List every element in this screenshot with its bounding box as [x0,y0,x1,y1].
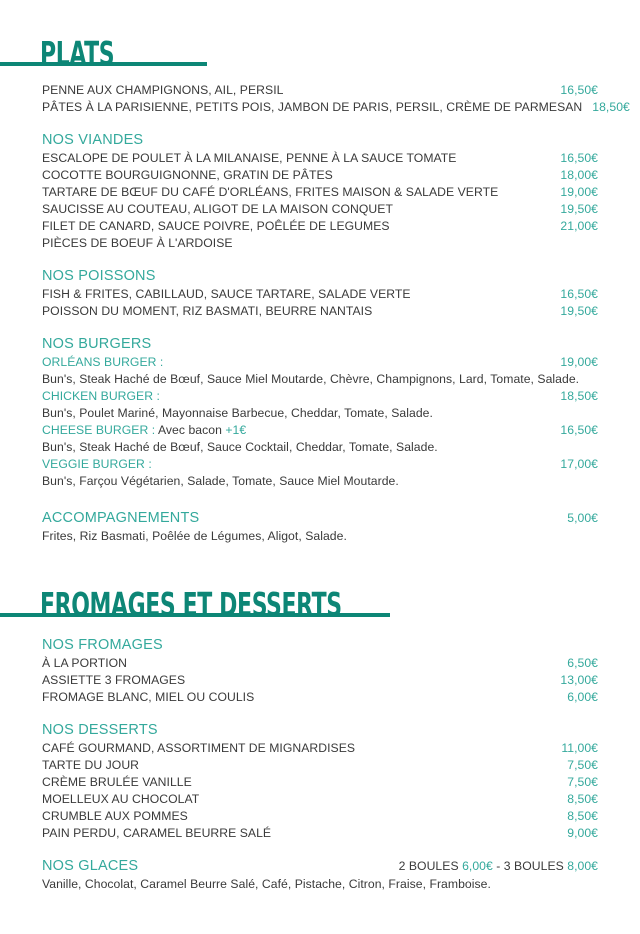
item-name: À LA PORTION [42,656,128,670]
menu-item-row [42,689,598,706]
sides-desc-wrap [0,528,640,545]
glaces-label-2-boules: 2 BOULES [398,859,459,873]
group-item-list [0,740,640,842]
group-title: NOS GLACES [42,858,139,874]
burger-description: Bun's, Steak Haché de Bœuf, Sauce Miel Moutarde, Chèvre, Champignons, Lard, Tomate, Salade. [42,372,580,386]
item-price: 16,50€ [560,287,598,301]
item-price: 7,50€ [567,775,598,789]
section-banner-plats [0,26,640,72]
group-nos-glaces [0,858,640,893]
item-name: FISH & FRITES, CABILLAUD, SAUCE TARTARE, SALADE VERTE [42,287,411,301]
item-price: 19,50€ [560,202,598,216]
menu-item-row [42,235,598,252]
menu-item-row [42,303,598,320]
item-price: 18,00€ [560,168,598,182]
menu-item-row [42,791,598,808]
item-name: TARTE DU JOUR [42,758,140,772]
burger-price: 16,50€ [560,423,598,437]
item-price: 8,50€ [567,809,598,823]
item-name: COCOTTE BOURGUIGNONNE, GRATIN DE PÂTES [42,168,333,182]
sides-header [0,510,640,528]
burger-title-row [42,456,598,473]
burger-description: Bun's, Farçou Végétarien, Salade, Tomate, Sauce Miel Moutarde. [42,474,399,488]
menu-page [0,26,640,934]
item-name: TARTARE DE BŒUF DU CAFÉ D'ORLÉANS, FRITES MAISON & SALADE VERTE [42,185,499,199]
menu-item-row [42,757,598,774]
menu-item-row [42,184,598,201]
item-name: SAUCISSE AU COUTEAU, ALIGOT DE LA MAISON CONQUET [42,202,393,216]
glaces-label-3-boules: 3 BOULES [503,859,564,873]
glaces-header [0,858,640,876]
burger-name: CHICKEN BURGER : [42,389,160,403]
burger-description: Bun's, Steak Haché de Bœuf, Sauce Cocktail, Cheddar, Tomate, Salade. [42,440,438,454]
group-item-list [0,286,640,320]
burger-title-row [42,388,598,405]
item-price: 19,00€ [560,185,598,199]
menu-item-row [42,825,598,842]
menu-item-row [42,99,630,116]
menu-item-row [42,774,598,791]
group-nos-burgers [0,336,640,490]
menu-item-row [42,201,598,218]
menu-item-row [42,672,598,689]
item-name: PÂTES À LA PARISIENNE, PETITS POIS, JAMBON DE PARIS, PERSIL, CRÈME DE PARMESAN [42,100,583,114]
glaces-price-block [399,859,598,873]
item-price: 8,50€ [567,792,598,806]
burger-name: VEGGIE BURGER : [42,457,152,471]
item-name: CRÈME BRULÉE VANILLE [42,775,192,789]
item-name: PAIN PERDU, CARAMEL BEURRE SALÉ [42,826,272,840]
menu-item-row [42,218,598,235]
burger-list [0,354,640,490]
menu-item-row [42,740,598,757]
burger-name: CHEESE BURGER : [42,423,156,437]
menu-item-row [42,655,598,672]
menu-item-row [42,167,598,184]
menu-item-row [42,82,598,99]
group-title: NOS VIANDES [42,132,144,148]
item-name: MOELLEUX AU CHOCOLAT [42,792,200,806]
item-price: 11,00€ [561,741,598,755]
group-title: NOS BURGERS [42,336,152,352]
plats-intro-list [0,82,640,116]
item-name: PENNE AUX CHAMPIGNONS, AIL, PERSIL [42,83,284,97]
group-nos-fromages [0,637,640,706]
glaces-price-separator: - [496,859,501,873]
group-title: NOS POISSONS [42,268,156,284]
group-item-list [0,655,640,706]
item-name: ESCALOPE DE POULET À LA MILANAISE, PENNE À LA SAUCE TOMATE [42,151,457,165]
sides-price: 5,00€ [567,511,598,525]
item-price: 16,50€ [560,151,598,165]
glaces-description: Vanille, Chocolat, Caramel Beurre Salé, Café, Pistache, Citron, Fraise, Framboise. [42,877,491,891]
item-name: CAFÉ GOURMAND, ASSORTIMENT DE MIGNARDISES [42,741,356,755]
item-name: CRUMBLE AUX POMMES [42,809,188,823]
item-name: POISSON DU MOMENT, RIZ BASMATI, BEURRE NANTAIS [42,304,373,318]
group-accompagnements [0,510,640,545]
menu-item-row [42,150,598,167]
burger-name: ORLÉANS BURGER : [42,355,164,369]
burger-option-price: +1€ [225,423,247,437]
group-item-list [0,150,640,252]
burger-title-row [42,354,598,371]
sides-description: Frites, Riz Basmati, Poêlée de Légumes, Aligot, Salade. [42,529,347,543]
group-nos-poissons [0,268,640,320]
burger-price: 17,00€ [560,457,598,471]
banner-title-plats: PLATS [40,34,115,73]
group-nos-viandes [0,132,640,252]
item-name: FILET DE CANARD, SAUCE POIVRE, POÊLÉE DE LEGUMES [42,219,390,233]
group-title: NOS FROMAGES [42,637,163,653]
item-price: 6,50€ [567,656,598,670]
item-price: 19,50€ [560,304,598,318]
group-title: ACCOMPAGNEMENTS [42,510,200,526]
item-price: 9,00€ [567,826,598,840]
section-banner-fromages-desserts [0,577,640,623]
item-name: PIÈCES DE BOEUF À L'ARDOISE [42,236,233,250]
item-price: 21,00€ [560,219,598,233]
group-title: NOS DESSERTS [42,722,158,738]
burger-description: Bun's, Poulet Mariné, Mayonnaise Barbecue, Cheddar, Tomate, Salade. [42,406,433,420]
item-name: ASSIETTE 3 FROMAGES [42,673,186,687]
item-price: 18,50€ [592,100,630,114]
burger-price: 19,00€ [560,355,598,369]
item-price: 13,00€ [560,673,598,687]
menu-item-row [42,808,598,825]
burger-name-group [42,422,246,439]
banner-title-fromages-desserts: FROMAGES ET DESSERTS [40,585,342,624]
item-price: 6,00€ [567,690,598,704]
sides-price-block [567,511,598,525]
item-price: 7,50€ [567,758,598,772]
glaces-price-3-boules: 8,00€ [567,859,598,873]
burger-option-label: Avec bacon [157,423,222,437]
item-name: FROMAGE BLANC, MIEL OU COULIS [42,690,255,704]
item-price: 16,50€ [560,83,598,97]
menu-item-row [42,286,598,303]
glaces-desc-wrap [0,876,640,893]
glaces-price-2-boules: 6,00€ [462,859,493,873]
group-nos-desserts [0,722,640,842]
burger-price: 18,50€ [560,389,598,403]
burger-title-row [42,422,598,439]
